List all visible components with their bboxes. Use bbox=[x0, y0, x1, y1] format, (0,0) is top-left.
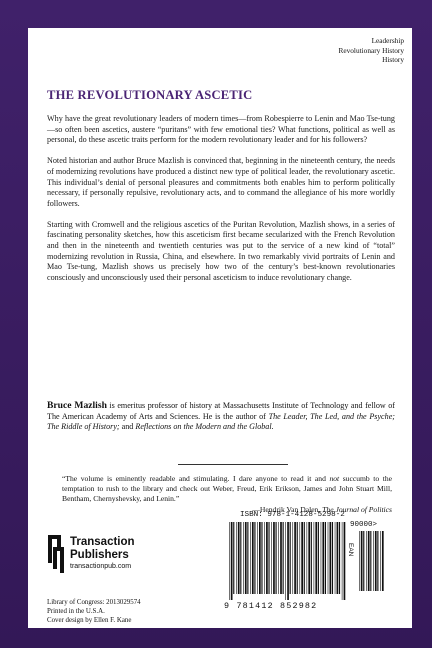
ean-label: EAN bbox=[347, 543, 354, 557]
publisher-logo bbox=[46, 533, 176, 583]
publisher-name-line1: Transaction bbox=[70, 536, 135, 548]
imprint-line: Printed in the U.S.A. bbox=[47, 608, 105, 615]
book-title-ref: Reflections on the Modern and the Global. bbox=[135, 422, 274, 432]
imprint-line: Cover design by Ellen F. Kane bbox=[47, 617, 132, 624]
quote-text bbox=[62, 474, 392, 505]
blurb-paragraph: Noted historian and author Bruce Mazlish is convinced that, beginning in the nineteenth century, the needs of modernizing revolutions have produced a distinct new type of political leader, the revolutionary ascetic. This individual’s denial of personal pleasures and commitments both enables him to perform politically necessary, if personally repulsive, revolutionary acts, and to command the allegiance of his more worldly followers. bbox=[47, 156, 395, 208]
isbn-barcode-block bbox=[224, 509, 390, 612]
bio-conjunction: and bbox=[121, 422, 134, 432]
publisher-url: transactionpub.com bbox=[70, 563, 132, 570]
category-item: History bbox=[382, 55, 404, 65]
book-title-ref: The Leader, The Led, and the Psyche; bbox=[268, 411, 395, 421]
category-list bbox=[339, 36, 404, 65]
attribution-source: The Journal of Politics bbox=[322, 504, 392, 514]
divider bbox=[178, 464, 288, 465]
author-name: Bruce Mazlish bbox=[47, 400, 107, 411]
author-bio bbox=[47, 401, 395, 433]
category-item: Leadership bbox=[371, 36, 404, 45]
book-title-ref: The Riddle of History; bbox=[47, 422, 120, 432]
blurb-paragraph: Why have the great revolutionary leaders of modern times—from Robespierre to Lenin and Mao Tse-tung—so often been ascetics, austere “puritans” with few emotional ties? What functions, political as well as personal, do these ascetic traits perform for the modern revolutionary leader and for his followers? bbox=[47, 114, 395, 145]
price-addon: 90000> bbox=[350, 521, 378, 529]
isbn-label: ISBN: 978-1-4128-5298-2 bbox=[240, 511, 345, 519]
attribution-name: —Hendrik Van Dalen, bbox=[252, 504, 321, 514]
barcode bbox=[228, 522, 346, 600]
quote-emphasis: not bbox=[329, 474, 340, 483]
barcode-digits: 9 781412 852982 bbox=[224, 601, 318, 611]
quote-part: “The volume is eminently readable and stimulating. I dare anyone to read it and bbox=[62, 474, 326, 483]
blurb bbox=[47, 114, 395, 294]
publisher-logo-icon bbox=[46, 533, 66, 575]
publisher-name-line2: Publishers bbox=[70, 549, 129, 561]
book-title: THE REVOLUTIONARY ASCETIC bbox=[47, 88, 253, 102]
imprint-line: Library of Congress: 2013029574 bbox=[47, 599, 141, 606]
bio-text: is emeritus professor of history at Massachusetts Institute of Technology and fellow of The American Academy of Arts and Sciences. He is the author of bbox=[47, 401, 396, 421]
blurb-paragraph: Starting with Cromwell and the religious ascetics of the Puritan Revolution, Mazlish shows, in a series of fascinating personality sketches, how this asceticism first became secularized with the French Revolution and then in the nineteenth and twentieth centuries was put to the service of a new kind of “total” modernizing revolution in Russia, China, and elsewhere. In two remarkably vivid portraits of Lenin and Mao Tse-tung, Mazlish shows us precisely how two of the century’s best-known revolutionaries consciously and unconsciously used their personal asceticism to induce revolutionary change. bbox=[47, 219, 395, 283]
addon-barcode bbox=[358, 531, 386, 597]
content-panel bbox=[28, 28, 412, 628]
imprint-info bbox=[47, 598, 141, 625]
quote-part: succumb to the temptation to rush to the library and check out Weber, Freud, Erik Erikson, James and John Stuart Mill, Bentham, Chernyshevsky, and Lenin.” bbox=[62, 474, 392, 504]
category-item: Revolutionary History bbox=[338, 45, 404, 55]
